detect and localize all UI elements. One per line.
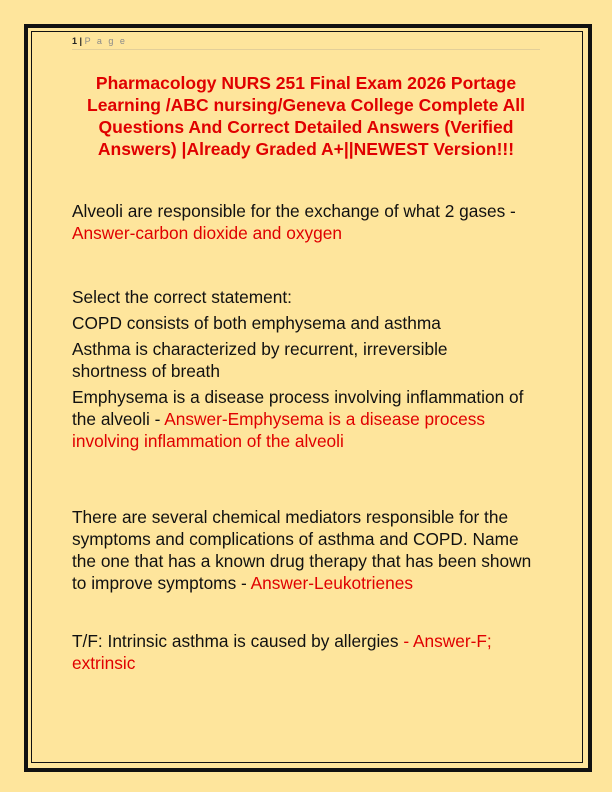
answer-text: Answer-carbon dioxide and oxygen xyxy=(72,223,342,243)
question-text: There are several chemical mediators responsible for the symptoms and complications of asthma and COPD. Name the one that has a known drug therapy that has been shown to improve symptoms - xyxy=(72,507,532,593)
question-prompt: Select the correct statement: xyxy=(72,287,292,307)
answer-text: - Answer-F; extrinsic xyxy=(72,631,492,673)
question-1 xyxy=(72,200,542,244)
question-3 xyxy=(72,506,542,594)
document-title: Pharmacology NURS 251 Final Exam 2026 Portage Learning /ABC nursing/Geneva College Complete All Questions And Correct Detailed Answers (Verified Answers) |Already Graded A+||NEWEST Version!!! xyxy=(87,73,525,159)
question-text: Emphysema is a disease process involving inflammation of the alveoli - xyxy=(72,387,524,429)
option-text: Asthma is characterized by recurrent, irreversible shortness of breath xyxy=(72,339,448,381)
question-text: Alveoli are responsible for the exchange of what 2 gases - xyxy=(72,201,516,221)
question-2 xyxy=(72,286,542,452)
page-separator: | xyxy=(79,36,83,46)
question-text: T/F: Intrinsic asthma is caused by allergies xyxy=(72,631,404,651)
question-4 xyxy=(72,630,542,674)
option-text: COPD consists of both emphysema and asthma xyxy=(72,313,441,333)
page-header xyxy=(72,36,540,50)
page-label: P a g e xyxy=(84,36,127,46)
page-number: 1 xyxy=(72,36,78,46)
answer-text: Answer-Leukotrienes xyxy=(250,573,413,593)
answer-text: Answer-Emphysema is a disease process involving inflammation of the alveoli xyxy=(72,409,486,451)
